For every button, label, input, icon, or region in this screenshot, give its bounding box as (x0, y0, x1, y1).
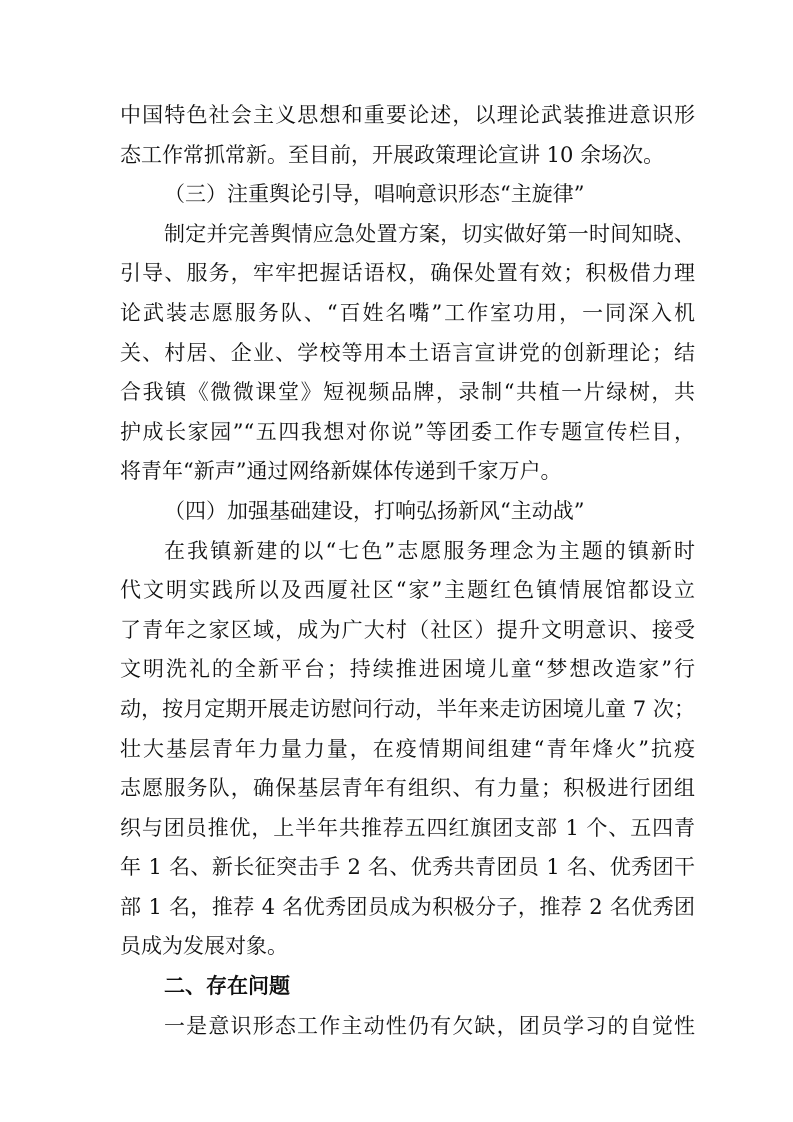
text-line: 部 1 名，推荐 4 名优秀团员成为积极分子，推荐 2 名优秀团 (120, 894, 695, 919)
text-line: 制定并完善舆情应急处置方案，切实做好第一时间知晓、 (164, 221, 695, 246)
text-line: 引导、服务，牢牢把握话语权，确保处置有效；积极借力理 (120, 261, 695, 286)
subsection-heading (120, 492, 695, 532)
text-line: 关、村居、企业、学校等用本土语言宣讲党的创新理论；结 (120, 340, 695, 365)
paragraph (120, 215, 695, 492)
text-line: 二、存在问题 (164, 974, 290, 999)
text-line: 将青年“新声”通过网络新媒体传递到千家万户。 (120, 459, 562, 484)
text-line: 态工作常抓常新。至目前，开展政策理论宣讲 10 余场次。 (120, 142, 665, 167)
text-line: 了青年之家区域，成为广大村（社区）提升文明意识、接受 (120, 617, 695, 642)
text-line: （四）加强基础建设，打响弘扬新风“主动战” (164, 498, 585, 523)
text-line: 代文明实践所以及西厦社区“家”主题红色镇情展馆都设立 (120, 578, 695, 603)
paragraph (120, 1007, 695, 1047)
text-line: 在我镇新建的以“七色”志愿服务理念为主题的镇新时 (164, 538, 695, 563)
text-line: 壮大基层青年力量力量，在疫情期间组建“青年烽火”抗疫 (120, 736, 695, 761)
text-line: 论武装志愿服务队、“百姓名嘴”工作室功用，一同深入机 (120, 300, 695, 325)
document-page (120, 96, 695, 1046)
text-line: 护成长家园”“五四我想对你说”等团委工作专题宣传栏目， (120, 419, 695, 444)
text-line: （三）注重舆论引导，唱响意识形态“主旋律” (164, 182, 585, 207)
subsection-heading (120, 175, 695, 215)
paragraph (120, 96, 695, 175)
text-line: 中国特色社会主义思想和重要论述，以理论武装推进意识形 (120, 103, 695, 127)
section-heading (120, 967, 695, 1007)
text-line: 合我镇《微微课堂》短视频品牌，录制“共植一片绿树，共 (120, 380, 695, 405)
text-line: 动，按月定期开展走访慰问行动，半年来走访困境儿童 7 次； (120, 696, 695, 721)
text-line: 员成为发展对象。 (120, 934, 288, 959)
text-line: 年 1 名、新长征突击手 2 名、优秀共青团员 1 名、优秀团干 (120, 855, 695, 880)
text-line: 织与团员推优，上半年共推荐五四红旗团支部 1 个、五四青 (120, 815, 695, 840)
text-line: 志愿服务队，确保基层青年有组织、有力量；积极进行团组 (120, 776, 695, 801)
text-line: 文明洗礼的全新平台；持续推进困境儿童“梦想改造家”行 (120, 657, 695, 682)
text-line: 一是意识形态工作主动性仍有欠缺，团员学习的自觉性 (164, 1013, 695, 1038)
paragraph (120, 532, 695, 968)
